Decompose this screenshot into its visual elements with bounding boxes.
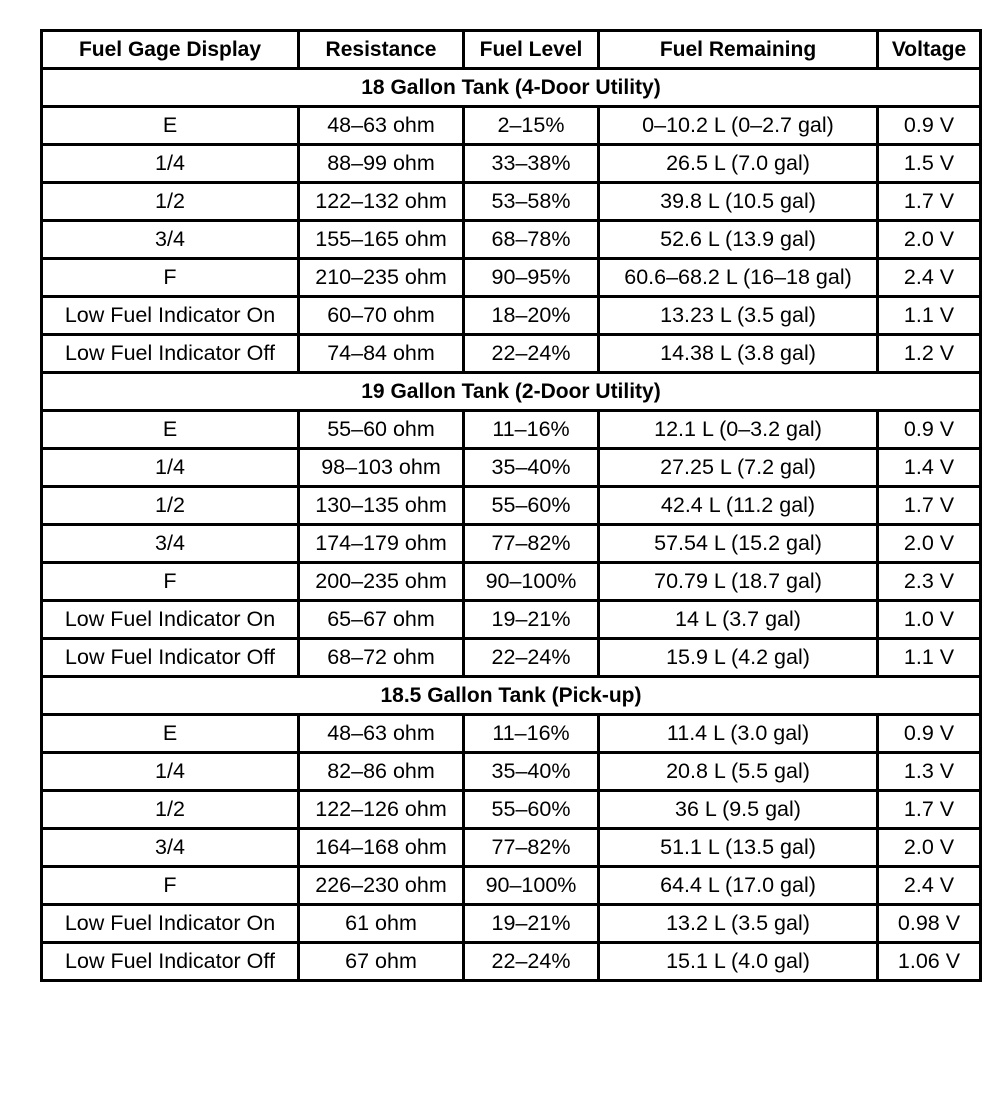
cell-voltage: 2.0 V: [878, 525, 981, 563]
cell-fuel-gage-display: F: [42, 867, 299, 905]
header-fuel-gage-display: Fuel Gage Display: [42, 31, 299, 69]
cell-voltage: 0.9 V: [878, 107, 981, 145]
cell-fuel-level: 35–40%: [464, 753, 599, 791]
cell-resistance: 174–179 ohm: [299, 525, 464, 563]
cell-fuel-remaining: 51.1 L (13.5 gal): [599, 829, 878, 867]
cell-resistance: 55–60 ohm: [299, 411, 464, 449]
fuel-gage-table: [40, 29, 982, 982]
cell-fuel-level: 11–16%: [464, 715, 599, 753]
cell-fuel-gage-display: 3/4: [42, 829, 299, 867]
cell-voltage: 1.2 V: [878, 335, 981, 373]
table-row: [42, 829, 981, 867]
cell-fuel-remaining: 20.8 L (5.5 gal): [599, 753, 878, 791]
header-resistance: Resistance: [299, 31, 464, 69]
cell-resistance: 48–63 ohm: [299, 715, 464, 753]
cell-voltage: 0.9 V: [878, 411, 981, 449]
cell-fuel-gage-display: Low Fuel Indicator On: [42, 905, 299, 943]
cell-fuel-remaining: 15.9 L (4.2 gal): [599, 639, 878, 677]
cell-voltage: 1.7 V: [878, 183, 981, 221]
cell-fuel-level: 77–82%: [464, 525, 599, 563]
cell-fuel-gage-display: Low Fuel Indicator Off: [42, 335, 299, 373]
cell-voltage: 2.0 V: [878, 221, 981, 259]
cell-fuel-remaining: 36 L (9.5 gal): [599, 791, 878, 829]
cell-voltage: 1.5 V: [878, 145, 981, 183]
cell-fuel-gage-display: 1/2: [42, 487, 299, 525]
cell-fuel-gage-display: 1/4: [42, 145, 299, 183]
cell-resistance: 67 ohm: [299, 943, 464, 981]
table-row: [42, 449, 981, 487]
section-title: 18.5 Gallon Tank (Pick-up): [42, 677, 981, 715]
cell-fuel-level: 33–38%: [464, 145, 599, 183]
section-row: [42, 69, 981, 107]
cell-fuel-level: 90–100%: [464, 563, 599, 601]
cell-fuel-level: 55–60%: [464, 487, 599, 525]
cell-resistance: 122–132 ohm: [299, 183, 464, 221]
cell-fuel-gage-display: 3/4: [42, 525, 299, 563]
cell-resistance: 164–168 ohm: [299, 829, 464, 867]
cell-fuel-level: 19–21%: [464, 905, 599, 943]
cell-fuel-level: 90–100%: [464, 867, 599, 905]
cell-voltage: 1.0 V: [878, 601, 981, 639]
cell-fuel-level: 68–78%: [464, 221, 599, 259]
table-row: [42, 221, 981, 259]
cell-fuel-gage-display: Low Fuel Indicator Off: [42, 639, 299, 677]
table-row: [42, 259, 981, 297]
table-row: [42, 563, 981, 601]
cell-voltage: 1.3 V: [878, 753, 981, 791]
cell-voltage: 1.7 V: [878, 487, 981, 525]
table-row: [42, 335, 981, 373]
cell-resistance: 155–165 ohm: [299, 221, 464, 259]
table-body: [42, 69, 981, 981]
cell-resistance: 48–63 ohm: [299, 107, 464, 145]
cell-fuel-level: 90–95%: [464, 259, 599, 297]
cell-resistance: 60–70 ohm: [299, 297, 464, 335]
cell-fuel-gage-display: Low Fuel Indicator Off: [42, 943, 299, 981]
cell-fuel-level: 22–24%: [464, 335, 599, 373]
cell-fuel-gage-display: 1/2: [42, 791, 299, 829]
header-voltage: Voltage: [878, 31, 981, 69]
cell-fuel-level: 22–24%: [464, 639, 599, 677]
cell-voltage: 1.06 V: [878, 943, 981, 981]
header-fuel-remaining: Fuel Remaining: [599, 31, 878, 69]
cell-voltage: 0.98 V: [878, 905, 981, 943]
cell-fuel-remaining: 13.2 L (3.5 gal): [599, 905, 878, 943]
cell-fuel-gage-display: F: [42, 259, 299, 297]
cell-resistance: 61 ohm: [299, 905, 464, 943]
table-row: [42, 297, 981, 335]
table-row: [42, 145, 981, 183]
cell-fuel-level: 35–40%: [464, 449, 599, 487]
cell-voltage: 2.3 V: [878, 563, 981, 601]
section-row: [42, 677, 981, 715]
section-row: [42, 373, 981, 411]
header-row: [42, 31, 981, 69]
header-fuel-level: Fuel Level: [464, 31, 599, 69]
table-row: [42, 791, 981, 829]
cell-fuel-remaining: 57.54 L (15.2 gal): [599, 525, 878, 563]
cell-voltage: 2.4 V: [878, 867, 981, 905]
cell-fuel-remaining: 13.23 L (3.5 gal): [599, 297, 878, 335]
cell-fuel-gage-display: Low Fuel Indicator On: [42, 601, 299, 639]
cell-resistance: 210–235 ohm: [299, 259, 464, 297]
cell-fuel-level: 18–20%: [464, 297, 599, 335]
cell-voltage: 2.4 V: [878, 259, 981, 297]
cell-voltage: 2.0 V: [878, 829, 981, 867]
cell-fuel-remaining: 60.6–68.2 L (16–18 gal): [599, 259, 878, 297]
cell-fuel-remaining: 42.4 L (11.2 gal): [599, 487, 878, 525]
cell-fuel-level: 77–82%: [464, 829, 599, 867]
cell-fuel-gage-display: E: [42, 107, 299, 145]
cell-fuel-level: 22–24%: [464, 943, 599, 981]
cell-voltage: 1.1 V: [878, 297, 981, 335]
cell-resistance: 65–67 ohm: [299, 601, 464, 639]
cell-resistance: 122–126 ohm: [299, 791, 464, 829]
table-row: [42, 753, 981, 791]
cell-resistance: 200–235 ohm: [299, 563, 464, 601]
table-header: [42, 31, 981, 69]
cell-fuel-level: 19–21%: [464, 601, 599, 639]
cell-resistance: 98–103 ohm: [299, 449, 464, 487]
cell-voltage: 0.9 V: [878, 715, 981, 753]
cell-fuel-gage-display: 1/4: [42, 753, 299, 791]
cell-voltage: 1.7 V: [878, 791, 981, 829]
table-row: [42, 525, 981, 563]
cell-fuel-level: 2–15%: [464, 107, 599, 145]
table-row: [42, 905, 981, 943]
cell-resistance: 130–135 ohm: [299, 487, 464, 525]
cell-fuel-remaining: 11.4 L (3.0 gal): [599, 715, 878, 753]
cell-fuel-gage-display: 1/4: [42, 449, 299, 487]
cell-fuel-level: 11–16%: [464, 411, 599, 449]
cell-fuel-remaining: 39.8 L (10.5 gal): [599, 183, 878, 221]
cell-fuel-remaining: 70.79 L (18.7 gal): [599, 563, 878, 601]
section-title: 18 Gallon Tank (4-Door Utility): [42, 69, 981, 107]
cell-fuel-remaining: 0–10.2 L (0–2.7 gal): [599, 107, 878, 145]
table-row: [42, 107, 981, 145]
cell-resistance: 74–84 ohm: [299, 335, 464, 373]
cell-fuel-remaining: 26.5 L (7.0 gal): [599, 145, 878, 183]
table-row: [42, 639, 981, 677]
cell-fuel-gage-display: 1/2: [42, 183, 299, 221]
table-row: [42, 943, 981, 981]
table-row: [42, 487, 981, 525]
table-row: [42, 601, 981, 639]
cell-fuel-gage-display: Low Fuel Indicator On: [42, 297, 299, 335]
cell-fuel-remaining: 64.4 L (17.0 gal): [599, 867, 878, 905]
cell-fuel-gage-display: F: [42, 563, 299, 601]
section-title: 19 Gallon Tank (2-Door Utility): [42, 373, 981, 411]
cell-voltage: 1.4 V: [878, 449, 981, 487]
cell-fuel-remaining: 27.25 L (7.2 gal): [599, 449, 878, 487]
cell-fuel-remaining: 52.6 L (13.9 gal): [599, 221, 878, 259]
cell-fuel-remaining: 14 L (3.7 gal): [599, 601, 878, 639]
table-row: [42, 183, 981, 221]
cell-fuel-remaining: 12.1 L (0–3.2 gal): [599, 411, 878, 449]
cell-voltage: 1.1 V: [878, 639, 981, 677]
cell-fuel-level: 55–60%: [464, 791, 599, 829]
cell-fuel-remaining: 15.1 L (4.0 gal): [599, 943, 878, 981]
cell-fuel-level: 53–58%: [464, 183, 599, 221]
cell-fuel-gage-display: 3/4: [42, 221, 299, 259]
cell-resistance: 88–99 ohm: [299, 145, 464, 183]
cell-resistance: 82–86 ohm: [299, 753, 464, 791]
cell-resistance: 226–230 ohm: [299, 867, 464, 905]
table-row: [42, 411, 981, 449]
table-row: [42, 867, 981, 905]
table-row: [42, 715, 981, 753]
cell-resistance: 68–72 ohm: [299, 639, 464, 677]
cell-fuel-gage-display: E: [42, 411, 299, 449]
cell-fuel-remaining: 14.38 L (3.8 gal): [599, 335, 878, 373]
cell-fuel-gage-display: E: [42, 715, 299, 753]
